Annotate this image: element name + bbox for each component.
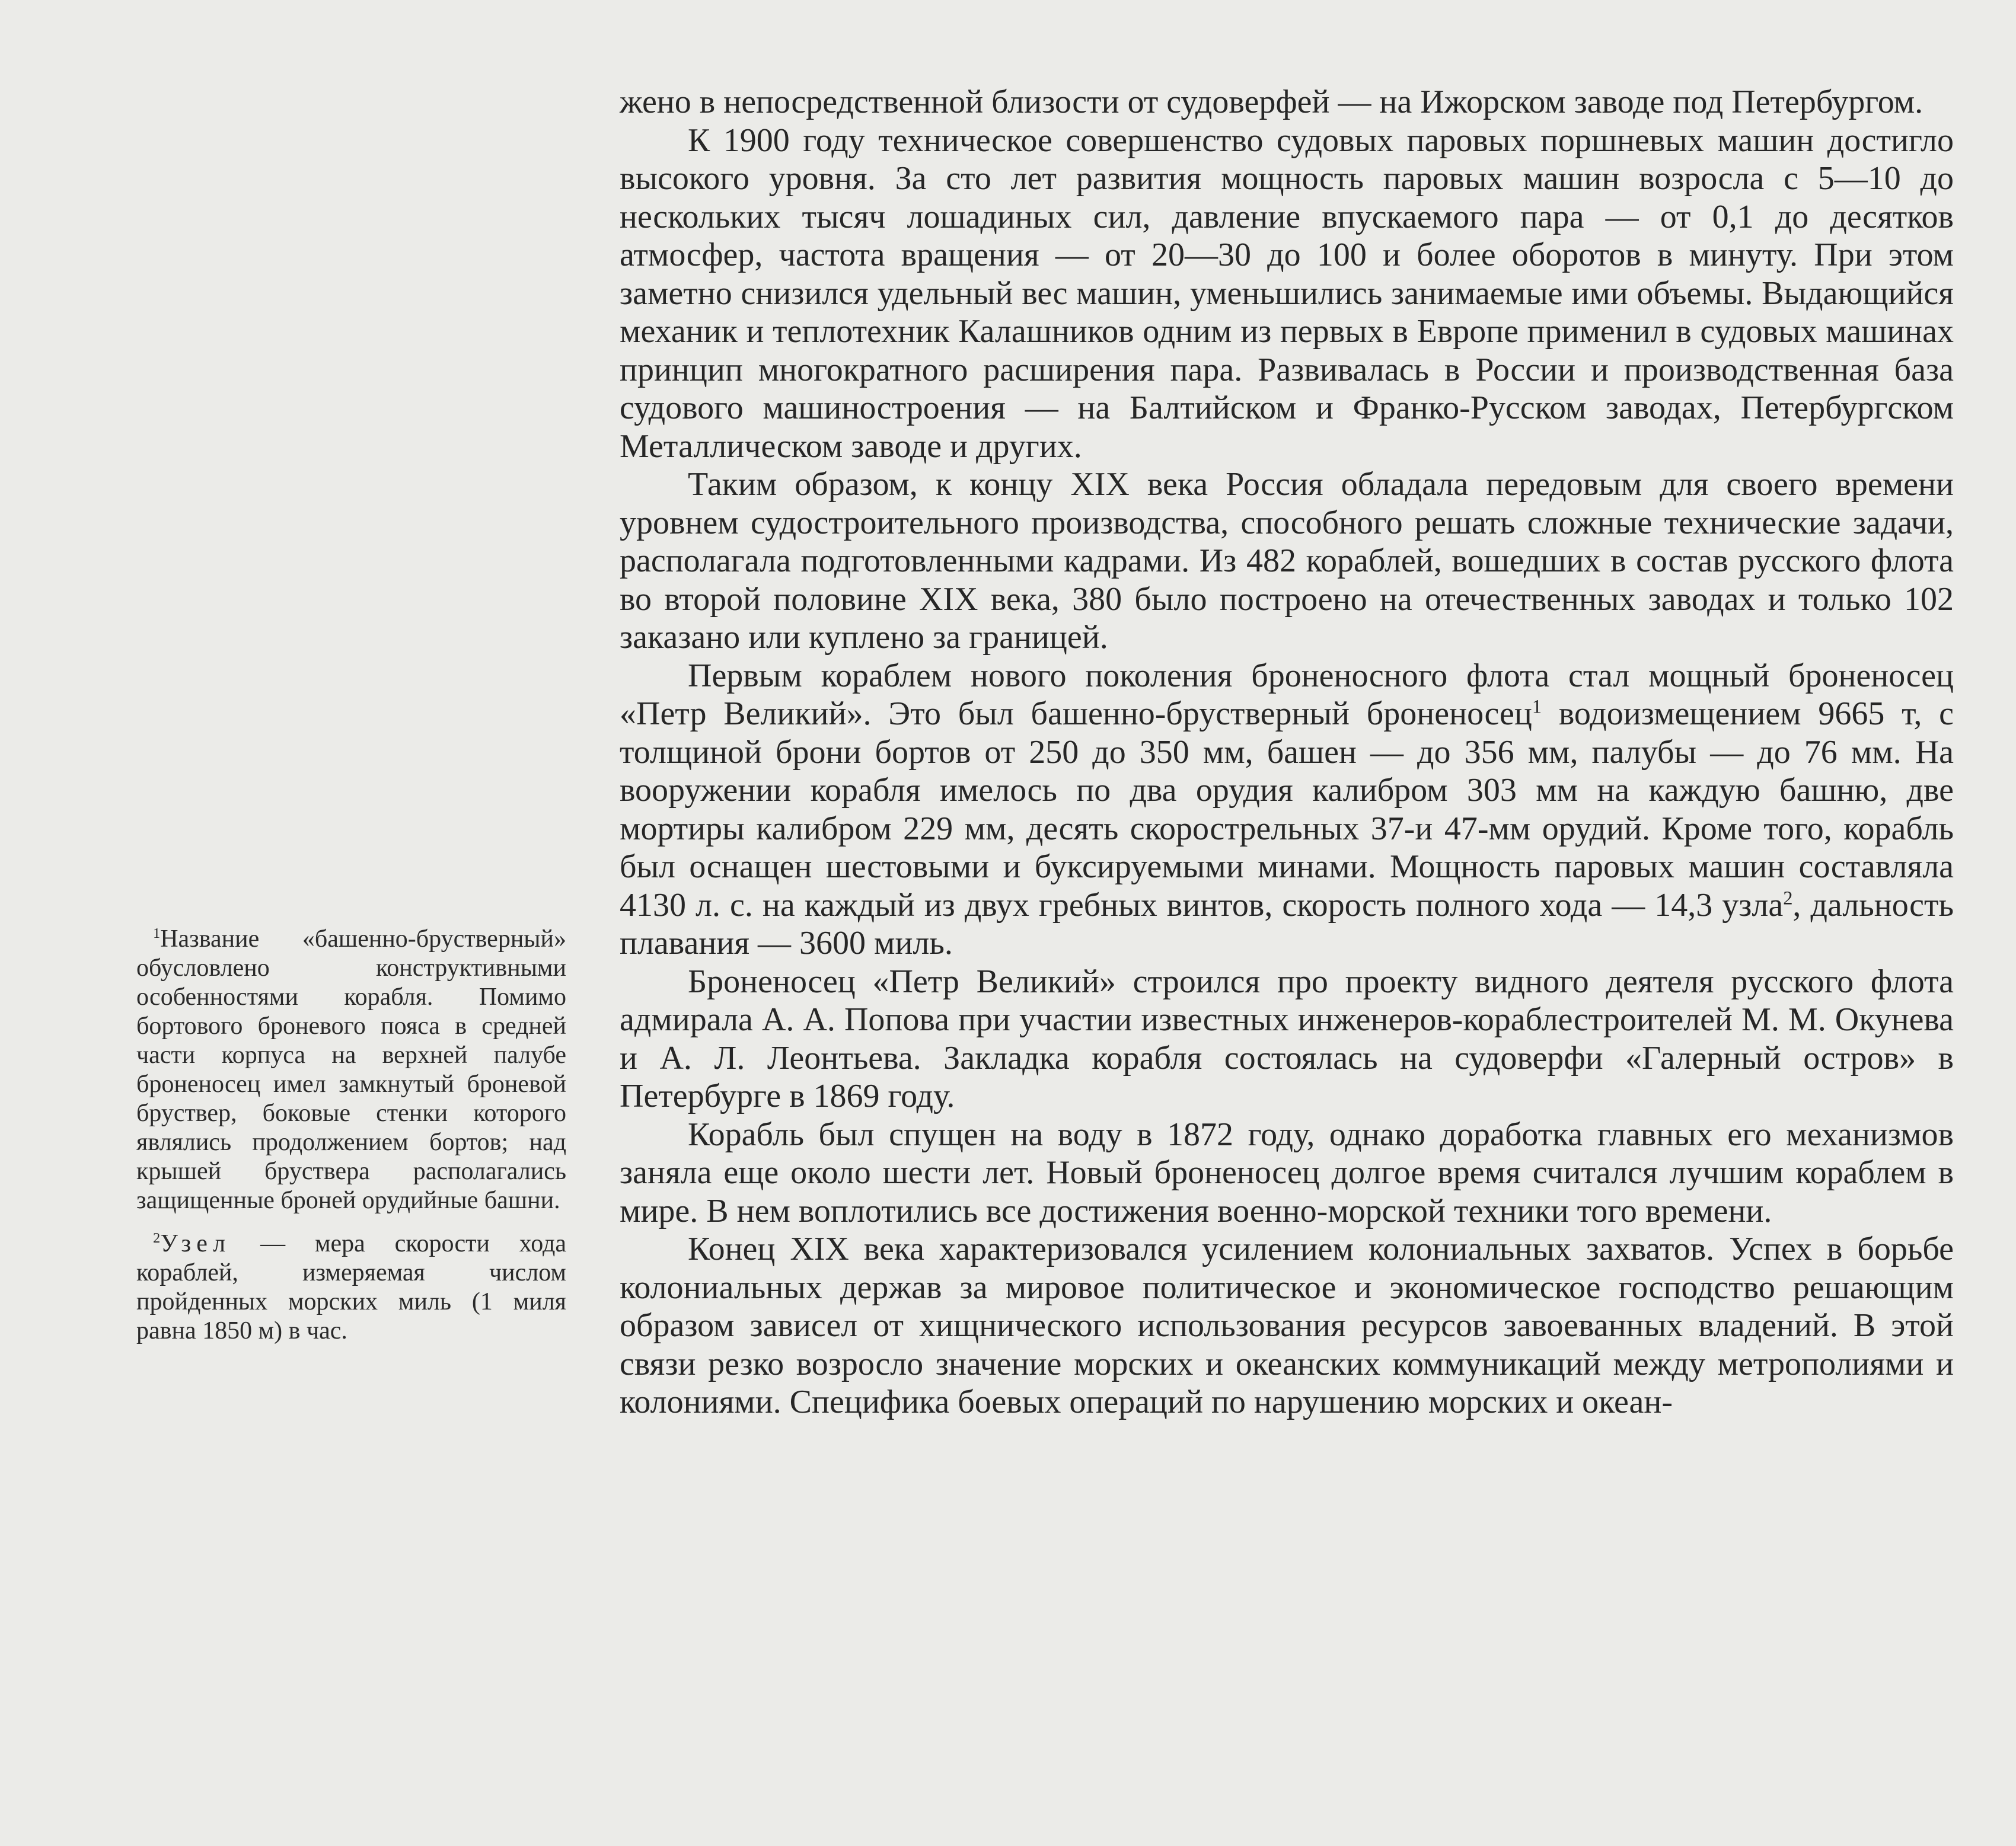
footnote-ref-2: 2 — [1783, 887, 1793, 909]
footnote-mark: 2 — [153, 1230, 161, 1246]
paragraph-launch: Корабль был спущен на воду в 1872 году, однако доработка главных его механизмов заняла еще около шести лет. Новый броненосец долгое время считался лучшим кораблем в мире. В нем воплотились все достижения военно-морской техники того времени. — [620, 1116, 1954, 1229]
paragraph-shipbuilding-summary: Таким образом, к концу XIX века Россия обладала передовым для своего времени уровнем судостроительного производства, способного решать сложные технические задачи, располагала подготовленными кадрами. Из 482 кораблей, вошедших в состав русского флота во второй половине XIX века, 380 было построено на отечественных заводах и только 102 заказано или куплено за границей. — [620, 466, 1954, 656]
footnote-mark: 1 — [153, 925, 161, 941]
main-text-column — [620, 83, 1954, 1422]
paragraph-petr-velikiy — [620, 657, 1954, 963]
footnote-1 — [136, 925, 566, 1215]
footnotes-column — [136, 925, 566, 1346]
paragraph-colonial: Конец XIX века характеризовался усилением колониальных захватов. Успех в борьбе колониальных держав за мировое политическое и экономическое господство решающим образом зависел от хищнического использования ресурсов завоеванных владений. В этой связи резко возросло значение морских и океанских коммуникаций между метрополиями и колониями. Специфика боевых операций по нарушению морских и океан- — [620, 1231, 1954, 1420]
footnote-2 — [136, 1229, 566, 1346]
footnote-text: — мера скорости хода кораблей, измеряемая числом пройденных морских миль (1 миля равна 1850 м) в час. — [136, 1230, 566, 1344]
paragraph-text-part: водоизмещением 9665 т, с толщиной брони бортов от 250 до 350 мм, башен — до 356 мм, палубы — до 76 мм. На вооружении корабля имелось по два орудия калибром 303 мм на каждую башню, две мортиры калибром 229 мм, десять скорострельных 37-и 47-мм орудий. Кроме того, корабль был оснащен шестовыми и буксируемыми минами. Мощность паровых машин составляла 4130 л. с. на каждый из двух гребных винтов, скорость полного хода — 14,3 узла — [620, 695, 1954, 924]
paragraph-project-authors: Броненосец «Петр Великий» строился про проекту видного деятеля русского флота адмирала А. А. Попова при участии известных инженеров-кораблестроителей М. М. Окунева и А. Л. Леонтьева. Закладка корабля состоялась на судоверфи «Галерный остров» в Петербурге в 1869 году. — [620, 963, 1954, 1114]
footnote-ref-1: 1 — [1532, 696, 1542, 718]
paragraph-continued: жено в непосредственной близости от судоверфей — на Ижорском заводе под Петербургом. — [620, 84, 1924, 120]
paragraph-text-part: Первым кораблем нового поколения броненосного флота стал мощный броненосец «Петр Великий». Это был башенно-брустверный броненосец — [620, 657, 1954, 732]
footnote-term: Узел — [160, 1230, 231, 1257]
paragraph-text-part: , дальность плавания — 3600 миль. — [620, 886, 1954, 962]
footnote-text: Название «башенно-брустверный» обусловлено конструктивными особенностями корабля. Помимо бортового броневого пояса в средней части корпуса на верхней палубе броненосец имел замкнутый броневой бруствер, боковые стенки которого являлись продолжением бортов; над крышей бруствера располагались защищенные броней орудийные башни. — [136, 925, 566, 1214]
paragraph-steam-engines: К 1900 году техническое совершенство судовых паровых поршневых машин достигло высокого уровня. За сто лет развития мощность паровых машин возросла с 5—10 до нескольких тысяч лошадиных сил, давление впускаемого пара — от 0,1 до десятков атмосфер, частота вращения — от 20—30 до 100 и более оборотов в минуту. При этом заметно снизился удельный вес машин, уменьшились занимаемые ими объемы. Выдающийся механик и теплотехник Калашников одним из первых в Европе применил в судовых машинах принцип многократного расширения пара. Развивалась в России и производственная база судового машиностроения — на Балтийском и Франко-Русском заводах, Петербургском Металлическом заводе и других. — [620, 122, 1954, 465]
